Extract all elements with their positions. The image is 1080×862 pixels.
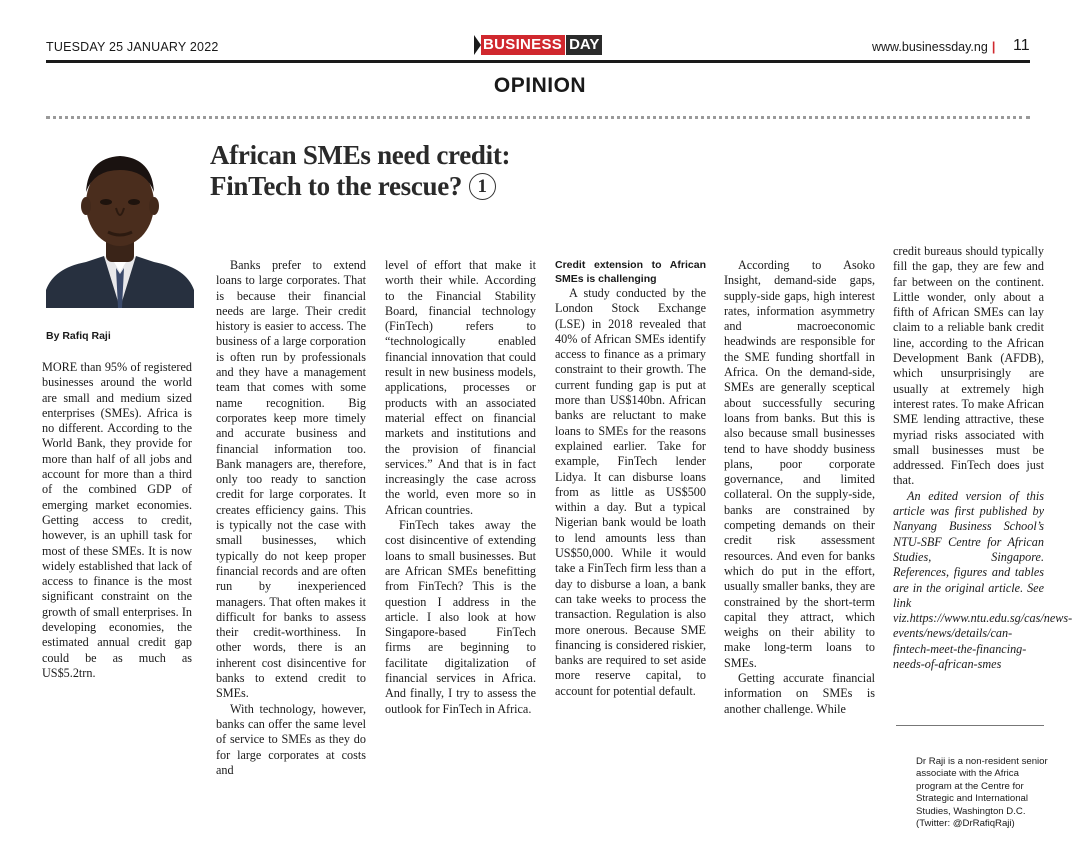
paragraph: Getting accurate financial information on SMEs is another challenge. While [724,671,875,716]
article-column-3 [385,258,536,717]
headline-text: African SMEs need credit: FinTech to the rescue? [210,140,511,201]
paragraph: With technology, however, banks can offer the same level of service to SMEs as they do for large corporates at costs and [216,701,366,777]
issue-date: TUESDAY 25 JANUARY 2022 [46,40,219,54]
logo-day-text: DAY [565,35,602,55]
bio-divider [896,725,1044,726]
article-column-5 [724,258,875,717]
paragraph: credit bureaus should typically fill the gap, they are few and far between on the continent. Little wonder, only about a fifth of African SMEs can lay claim to a reliable bank credit line, according to the African Development Bank (AFDB), which unsurprisingly are usually at extremely high interest rates. To make African SME lending attractive, these myriad risks associated with small businesses must be addressed. FinTech does just that. [893,244,1044,488]
section-divider [46,116,1030,119]
url-separator: | [991,40,996,54]
part-number-badge: 1 [469,173,496,200]
header-rule [46,60,1030,63]
paragraph: A study conducted by the London Stock Exchange (LSE) in 2018 revealed that 40% of African SMEs identify access to finance as a primary constraint to their growth. The current funding gap is put at more than US$140bn. African banks are reluctant to make loans to SMEs for the reasons explained earlier. Take for example, FinTech lender Lidya. It can disburse loans from as little as US$500 within a day. But a typical Nigerian bank would be loath to lend amounts less than US$50,000. While it would take a FinTech firm less than a day to disburse a loan, a bank can take weeks to process the transaction. Regulation is also more onerous. Because SME financing is considered riskier, banks are required to set aside more reserve capital, to account for potential default. [555,286,706,698]
paragraph: level of effort that make it worth their while. According to the Financial Stability Board, financial technology (FinTech) refers to “technologically enabled financial innovation that could result in new business models, applications, processes or products with an associated material effect on financial markets and institutions and the provision of financial services.” And that is in fact increasingly the case across the world, even more so in African countries. [385,258,536,517]
subheading: Credit extension to African SMEs is challenging [555,259,706,285]
byline: By Rafiq Raji [46,330,111,342]
section-title: OPINION [493,74,587,97]
businessday-logo[interactable] [474,35,602,55]
author-bio: Dr Raji is a non-resident senior associate with the Africa program at the Centre for Strategic and International Studies, Washington D.C. (Twitter: @DrRafiqRaji) [916,756,1048,830]
logo-business-text: BUSINESS [481,35,565,55]
author-portrait-icon [46,140,194,308]
article-column-6 [893,244,1073,672]
site-url-text: www.businessday.ng [872,40,988,54]
article-column-4 [555,258,706,699]
logo-arrow-icon [474,35,481,55]
paragraph: According to Asoko Insight, demand-side gaps, supply-side gaps, high interest rates, information asymmetry and macroeconomic headwinds are responsible for the SME funding shortfall in Africa. On the demand-side, SMEs are generally sceptical about successfully securing loans from banks. But this is also because small businesses tend to have shoddy business plans, poor corporate governance, and limited collateral. On the supply-side, banks are constrained by competing demands on their credit risk assessment resources. And even for banks which do put in the effort, usually smaller banks, they are constrained by the short-term capital they attract, which weighs on their ability to make long-term loans to SMEs. [724,258,875,670]
page-number: 11 [1013,37,1030,54]
site-url[interactable] [872,40,995,54]
paragraph: MORE than 95% of registered businesses around the world are small and medium sized enterprises (SMEs). Africa is no different. According to the World Bank, they provide for more than half of all jobs and account for more than a third of the combined GDP of emerging market economies. Getting access to credit, however, is an uphill task for most of these SMEs. It is now widely established that lack of access to finance is the most significant constraint on the growth of small enterprises. In developing economies, the estimated annual credit gap could be as much as US$5.2trn. [42,360,192,680]
article-headline [210,140,520,202]
paragraph: Banks prefer to extend loans to large corporates. That is because their financial needs are large. Their credit history is easier to access. The business of a large corporation is often run by professionals and they have a management team that comes with some name recognition. Big corporates keep more timely and accurate business and financial information too. Bank managers are, therefore, only too ready to sanction credit for large corporates. It creates efficiency gains. This is typically not the case with small businesses, which typically do not keep proper financial records and are often run by inexperienced managers. That often makes it difficult for banks to assess their credit-worthiness. In other words, there is an inherent cost disincentive for banks to extend credit to SMEs. [216,258,366,701]
article-column-1 [42,360,192,681]
editor-note: An edited version of this article was first published by Nanyang Business School’s NTU-SBF Centre for African Studies, Singapore. References, figures and tables are in the original article. See link viz.https://www.ntu.edu.sg/cas/news-events/news/details/can-fintech-meet-the-financing-needs-of-african-smes [893,488,1073,672]
article-column-2 [216,258,366,778]
paragraph: FinTech takes away the cost disincentive of extending loans to small businesses. But are African SMEs benefitting from FinTech? This is the question I address in the article. I also look at how Singapore-based FinTech firms are beginning to facilitate digitalization of financial services in Africa. And finally, I try to assess the outlook for FinTech in Africa. [385,518,536,716]
